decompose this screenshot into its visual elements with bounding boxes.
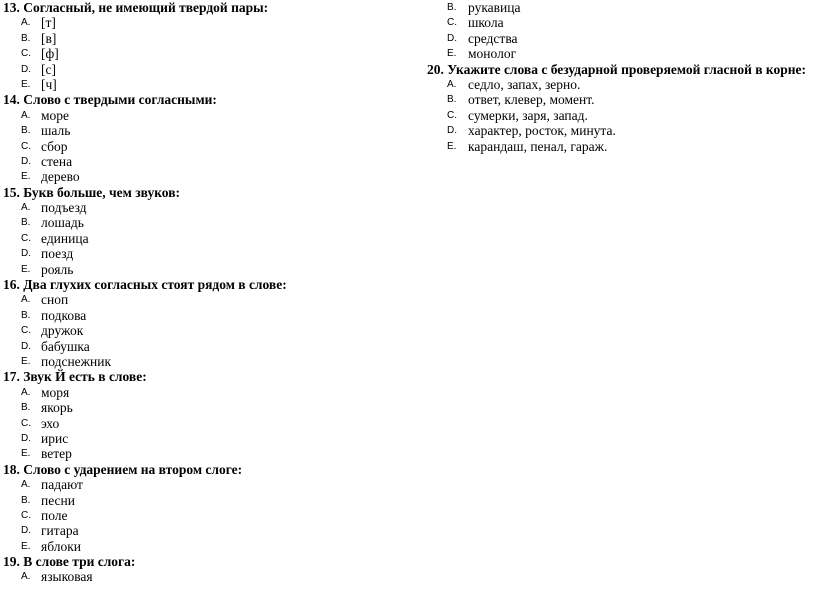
question-block (0, 462, 408, 554)
option-text: характер, росток, минута. (468, 123, 616, 139)
question-number: 13. (3, 0, 20, 15)
option-letter: E. (447, 48, 457, 60)
option-text: [ф] (41, 46, 59, 62)
option-letter: D. (21, 525, 31, 537)
answer-option (408, 0, 816, 15)
option-letter: B. (21, 494, 31, 506)
option-letter: A. (21, 386, 31, 398)
option-text: подъезд (41, 200, 87, 216)
option-letter: A. (21, 479, 31, 491)
answer-option (408, 31, 816, 46)
answer-option (408, 15, 816, 30)
option-text: падают (41, 477, 83, 493)
option-letter: C. (447, 17, 457, 29)
option-letter: A. (21, 109, 31, 121)
option-letter: D. (21, 432, 31, 444)
answer-option (408, 108, 816, 123)
option-letter: C. (21, 232, 31, 244)
option-text: [с] (41, 61, 56, 77)
answer-option (0, 62, 408, 77)
question-title (408, 62, 816, 77)
question-title (0, 462, 408, 477)
option-letter: E. (21, 263, 31, 275)
option-text: [в] (41, 30, 57, 46)
answer-option (0, 416, 408, 431)
question-block (408, 62, 816, 154)
question-text: Два глухих согласных стоят рядом в слове: (23, 277, 287, 293)
option-letter: B. (21, 125, 31, 137)
option-letter: D. (21, 248, 31, 260)
option-text: якорь (41, 400, 73, 416)
answer-option (408, 92, 816, 107)
option-letter: E. (21, 448, 31, 460)
question-number: 19. (3, 554, 20, 570)
option-text: единица (41, 230, 89, 246)
option-letter: A. (447, 78, 457, 90)
option-text: поезд (41, 246, 74, 262)
option-text: море (41, 107, 70, 123)
answer-option (0, 200, 408, 215)
option-letter: E. (447, 140, 457, 152)
option-text: седло, запах, зерно. (468, 76, 581, 92)
question-number: 15. (3, 184, 20, 200)
question-title (0, 554, 408, 569)
option-letter: E. (21, 540, 31, 552)
option-letter: D. (21, 340, 31, 352)
question-text: Слово с ударением на втором слоге: (23, 461, 243, 477)
left-column (0, 0, 408, 585)
question-text: Укажите слова с безударной проверяемой гласной в корне: (447, 61, 807, 77)
question-text: Согласный, не имеющий твердой пары: (23, 0, 269, 15)
answer-option (0, 154, 408, 169)
option-text: рояль (41, 261, 74, 277)
option-letter: B. (21, 32, 31, 44)
option-text: языковая (41, 569, 93, 585)
option-text: стена (41, 153, 73, 169)
question-number: 16. (3, 277, 20, 293)
answer-option (0, 139, 408, 154)
option-letter: E. (21, 171, 31, 183)
option-text: сноп (41, 292, 69, 308)
answer-option (0, 431, 408, 446)
option-letter: B. (21, 309, 31, 321)
option-letter: C. (447, 109, 457, 121)
option-letter: B. (447, 2, 457, 13)
answer-option (0, 15, 408, 30)
question-block (0, 277, 408, 369)
question-text: Звук Й есть в слове: (23, 369, 147, 385)
option-letter: D. (447, 125, 457, 137)
option-letter: D. (21, 155, 31, 167)
question-block (408, 0, 816, 62)
question-number: 20. (427, 61, 444, 77)
question-title (0, 0, 408, 15)
option-letter: E. (21, 355, 31, 367)
option-letter: A. (21, 202, 31, 214)
option-text: моря (41, 384, 70, 400)
option-text: сумерки, заря, запад. (468, 107, 588, 123)
option-letter: B. (447, 94, 457, 106)
answer-option (0, 446, 408, 461)
option-text: школа (468, 15, 504, 31)
answer-option (0, 339, 408, 354)
answer-option (0, 46, 408, 61)
answer-option (408, 139, 816, 154)
option-text: подкова (41, 307, 87, 323)
answer-option (0, 231, 408, 246)
option-text: шаль (41, 123, 71, 139)
option-letter: C. (21, 509, 31, 521)
option-letter: D. (21, 63, 31, 75)
option-letter: B. (21, 402, 31, 414)
question-text: Слово с твердыми согласными: (23, 92, 217, 108)
option-text: ответ, клевер, момент. (468, 92, 595, 108)
answer-option (0, 262, 408, 277)
question-block (0, 369, 408, 461)
option-text: сбор (41, 138, 68, 154)
question-block (0, 92, 408, 184)
option-letter: C. (21, 140, 31, 152)
answer-option (0, 508, 408, 523)
option-text: гитара (41, 523, 79, 539)
question-title (0, 185, 408, 200)
option-text: песни (41, 492, 75, 508)
answer-option (0, 385, 408, 400)
question-title (0, 92, 408, 107)
answer-option (0, 108, 408, 123)
option-letter: B. (21, 217, 31, 229)
option-letter: C. (21, 48, 31, 60)
option-letter: C. (21, 325, 31, 337)
answer-option (0, 123, 408, 138)
option-text: [ч] (41, 76, 57, 92)
option-letter: C. (21, 417, 31, 429)
question-number: 17. (3, 369, 20, 385)
option-text: лошадь (41, 215, 84, 231)
question-block (0, 554, 408, 585)
option-letter: A. (21, 17, 31, 29)
answer-option (0, 493, 408, 508)
answer-option (0, 215, 408, 230)
answer-option (0, 308, 408, 323)
option-text: подснежник (41, 353, 111, 369)
option-text: [т] (41, 15, 56, 31)
option-text: рукавица (468, 0, 521, 15)
answer-option (0, 31, 408, 46)
answer-option (408, 46, 816, 61)
answer-option (0, 539, 408, 554)
option-text: дружок (41, 323, 84, 339)
question-number: 18. (3, 461, 20, 477)
answer-option (0, 523, 408, 538)
option-text: ирис (41, 430, 69, 446)
answer-option (0, 354, 408, 369)
answer-option (0, 246, 408, 261)
question-number: 14. (3, 92, 20, 108)
answer-option (0, 400, 408, 415)
question-text: Букв больше, чем звуков: (23, 184, 181, 200)
option-text: бабушка (41, 338, 90, 354)
question-title (0, 277, 408, 292)
option-text: ветер (41, 446, 72, 462)
option-text: эхо (41, 415, 60, 431)
option-letter: A. (21, 571, 31, 583)
option-text: карандаш, пенал, гараж. (468, 138, 608, 154)
answer-option (0, 169, 408, 184)
answer-option (0, 477, 408, 492)
answer-option (0, 292, 408, 307)
answer-option (0, 77, 408, 92)
option-letter: E. (21, 78, 31, 90)
question-block (0, 185, 408, 277)
answer-option (408, 77, 816, 92)
question-text: В слове три слога: (23, 554, 136, 570)
answer-option (0, 569, 408, 584)
option-text: поле (41, 507, 68, 523)
option-text: яблоки (41, 538, 82, 554)
option-text: монолог (468, 46, 517, 62)
right-column (408, 0, 816, 154)
option-letter: D. (447, 32, 457, 44)
answer-option (408, 123, 816, 138)
question-title (0, 369, 408, 384)
option-text: дерево (41, 169, 80, 185)
option-letter: A. (21, 294, 31, 306)
question-block (0, 0, 408, 92)
answer-option (0, 323, 408, 338)
option-text: средства (468, 30, 518, 46)
